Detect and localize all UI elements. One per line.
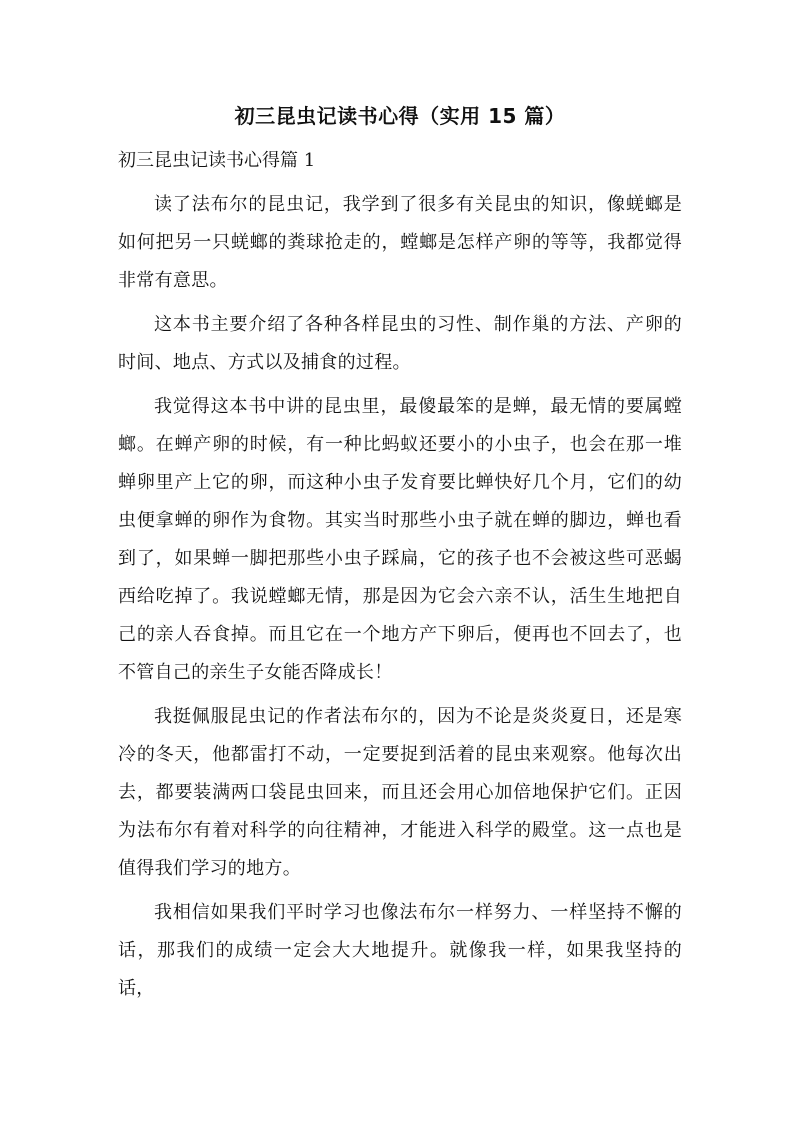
- document-title: 初三昆虫记读书心得（实用 15 篇）: [234, 104, 566, 128]
- paragraph-3: 我觉得这本书中讲的昆虫里，最傻最笨的是蝉，最无情的要属螳螂。在蝉产卵的时候，有一种比蚂蚁还要小的小虫子，也会在那一堆蝉卵里产上它的卵，而这种小虫子发育要比蝉快好几个月，它们的幼虫便拿蝉的卵作为食物。其实当时那些小虫子就在蝉的脚边，蝉也看到了，如果蝉一脚把那些小虫子踩扁，它的孩子也不会被这些可恶蝎西给吃掉了。我说螳螂无情，那是因为它会六亲不认，活生生地把自己的亲人吞食掉。而且它在一个地方产下卵后，便再也不回去了，也不管自己的亲生子女能否降成长！: [118, 396, 682, 683]
- section-heading: 初三昆虫记读书心得篇 1: [118, 150, 316, 171]
- paragraph-4: 我挺佩服昆虫记的作者法布尔的，因为不论是炎炎夏日，还是寒冷的冬天，他都雷打不动，一定要捉到活着的昆虫来观察。他每次出去，都要装满两口袋昆虫回来，而且还会用心加倍地保护它们。正因为法布尔有着对科学的向往精神，才能进入科学的殿堂。这一点也是值得我们学习的地方。: [118, 706, 682, 879]
- paragraph-5: 我相信如果我们平时学习也像法布尔一样努力、一样坚持不懈的话，那我们的成绩一定会大大地提升。就像我一样，如果我坚持的话，: [118, 902, 682, 999]
- paragraph-1: 读了法布尔的昆虫记，我学到了很多有关昆虫的知识，像蜣螂是如何把另一只蜣螂的粪球抢走的，螳螂是怎样产卵的等等，我都觉得非常有意思。: [118, 194, 682, 291]
- paragraph-2: 这本书主要介绍了各种各样昆虫的习性、制作巢的方法、产卵的时间、地点、方式以及捕食的过程。: [118, 314, 682, 373]
